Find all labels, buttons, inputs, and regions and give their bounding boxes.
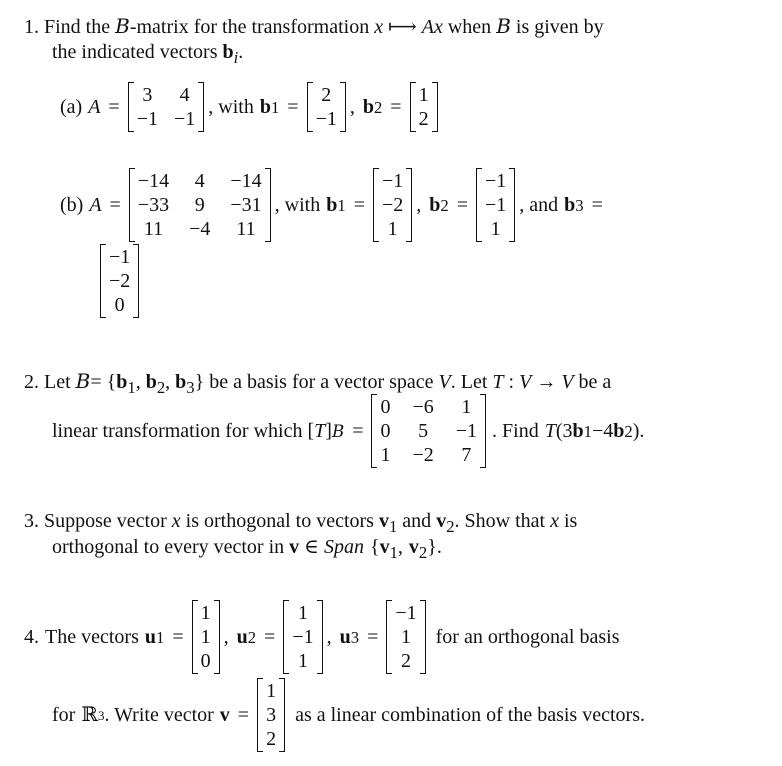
matrix-t-b: 0 −6 1 0 5 −1 1 −2 7 <box>371 394 486 468</box>
vector-u3: −1 1 2 <box>386 600 425 674</box>
vector-b2: 1 2 <box>410 82 438 132</box>
matrix-a: 3 4 −1 −1 <box>128 82 205 132</box>
problem-2-line-2: linear transformation for which [ T ] B = 0 −6 1 0 5 −1 1 −2 7 . Find T (3 b 1 −4 b 2 ). <box>52 396 645 466</box>
problem-1-line-2: the indicated vectors $b_i$. <box>52 41 244 67</box>
problem-1b: (b) A = −14 4 −14 −33 9 −31 11 −4 11 , with b 1 = −1 −2 1 , b 2 = −1 −1 1 , and b 3 = <box>60 170 603 240</box>
vector-v: 1 3 2 <box>257 678 285 752</box>
problem-number: 1. <box>24 16 39 38</box>
vector-b1-3d: −1 −2 1 <box>373 168 412 242</box>
vector-u2: 1 −1 1 <box>283 600 322 674</box>
problem-1-line-1: 1. Find the B-matrix for the transformation x ⟼ Ax when B is given by <box>24 14 604 38</box>
problem-3-line-1: 3. Suppose vector x is orthogonal to vectors $v_1$ and $v_2$. Show that x is <box>24 510 578 536</box>
vector-b2-3d: −1 −1 1 <box>476 168 515 242</box>
matrix-a-3x3: −14 4 −14 −33 9 −31 11 −4 11 <box>129 168 271 242</box>
problem-4-line-2: for ℝ 3 . Write vector v = 1 3 2 as a linear combination of the basis vectors. <box>52 680 645 750</box>
problem-4-line-1: 4. The vectors u 1 = 1 1 0 , u 2 = 1 −1 1 , u 3 = −1 1 2 for an orthogonal basis <box>24 602 620 672</box>
problem-2-line-1: 2. Let $B= \{b_1$, $b_2$, $b_3$} be a basis for a vector space V. Let T : V → V be a <box>24 369 612 397</box>
vector-b1: 2 −1 <box>307 82 346 132</box>
problem-1a: (a) A = 3 4 −1 −1 , with b 1 = 2 −1 , b 2 = 1 2 <box>60 82 438 132</box>
problem-3-line-2: orthogonal to every vector in v ∈ Span {$v_1$, $v_2$}. <box>52 536 442 562</box>
vector-b3-3d: −1 −2 0 <box>100 244 139 318</box>
vector-u1: 1 1 0 <box>192 600 220 674</box>
